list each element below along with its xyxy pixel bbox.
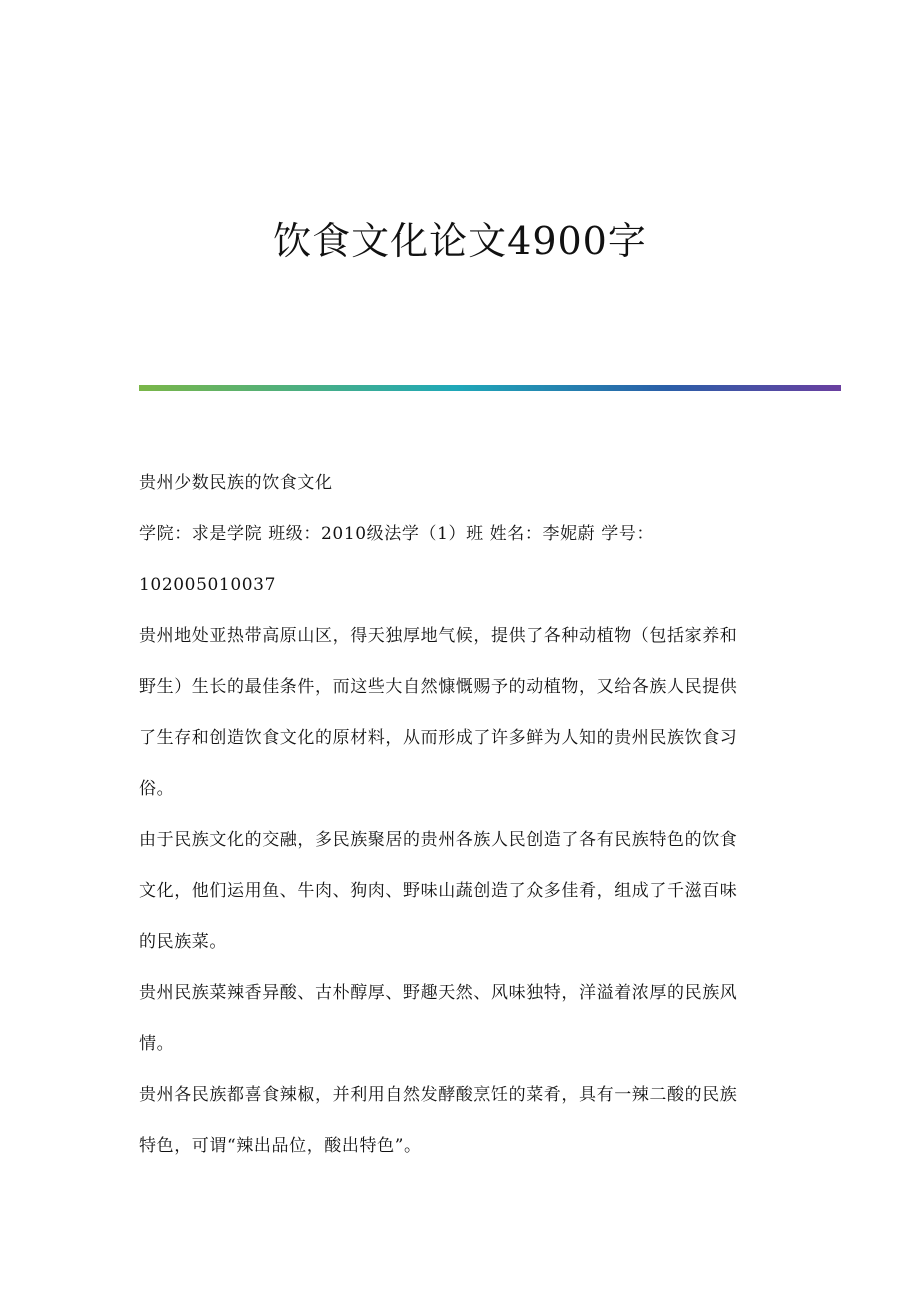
- paragraph-line: 俗。: [139, 779, 175, 799]
- paragraph-line: 的民族菜。: [139, 932, 227, 952]
- document-body: [139, 468, 779, 1161]
- paragraph: [139, 978, 779, 1059]
- paragraph: [139, 1080, 779, 1161]
- paragraph-line: 贵州地处亚热带高原山区，得天独厚地气候，提供了各种动植物（包括家养和: [139, 626, 738, 646]
- paragraph-line: 文化，他们运用鱼、牛肉、狗肉、野味山蔬创造了众多佳肴，组成了千滋百味: [139, 881, 738, 901]
- author-info-line: 学院：求是学院 班级：2010级法学（1）班 姓名：李妮蔚 学号：: [139, 524, 655, 544]
- title-divider: [139, 385, 841, 391]
- paragraph-line: 由于民族文化的交融，多民族聚居的贵州各族人民创造了各有民族特色的饮食: [139, 830, 738, 850]
- paragraph-line: 了生存和创造饮食文化的原材料，从而形成了许多鲜为人知的贵州民族饮食习: [139, 728, 738, 748]
- paragraph-line: 情。: [139, 1034, 175, 1054]
- paragraph: [139, 825, 779, 957]
- student-id: 102005010037: [139, 575, 276, 595]
- paragraph-line: 贵州民族菜辣香异酸、古朴醇厚、野趣天然、风味独特，洋溢着浓厚的民族风: [139, 983, 738, 1003]
- section-heading: 贵州少数民族的饮食文化: [139, 473, 333, 493]
- document-title: 饮食文化论文4900字: [273, 219, 647, 263]
- paragraph-line: 贵州各民族都喜食辣椒，并利用自然发酵酸烹饪的菜肴，具有一辣二酸的民族: [139, 1085, 738, 1105]
- paragraph: [139, 621, 779, 804]
- paragraph-line: 野生）生长的最佳条件，而这些大自然慷慨赐予的动植物，又给各族人民提供: [139, 677, 738, 697]
- paragraph-line: 特色，可谓“辣出品位，酸出特色”。: [139, 1136, 422, 1156]
